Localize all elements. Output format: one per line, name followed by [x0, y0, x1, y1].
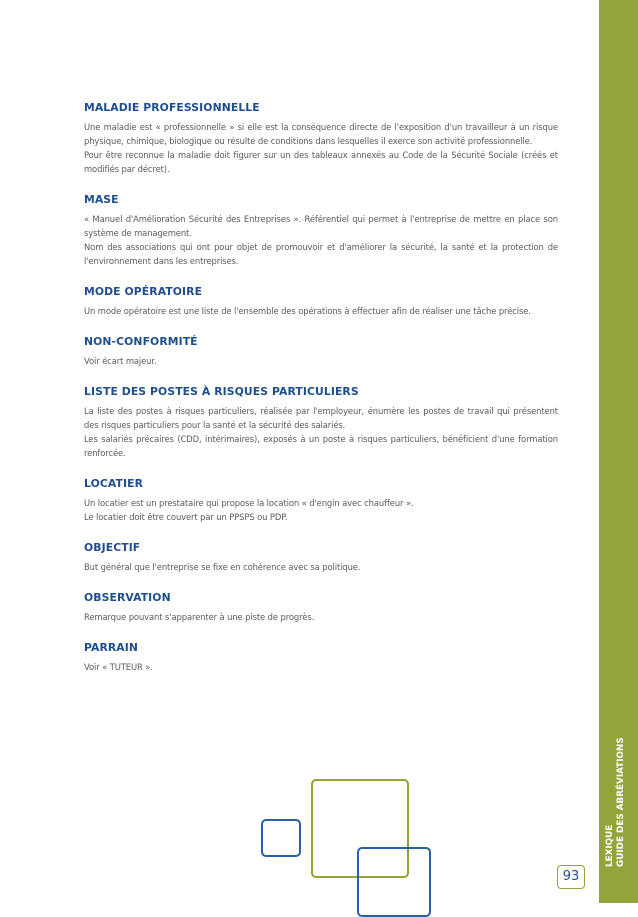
definition-paragraph: Pour être reconnue la maladie doit figurer sur un des tableaux annexés au Code de la Sécurité Sociale (créés et modifiés par décret). — [84, 150, 558, 174]
entry-term: PARRAIN — [84, 641, 139, 654]
glossary-entry — [84, 591, 558, 624]
glossary-entry — [84, 541, 558, 574]
sidebar-label-line: GUIDE DES ABRÉVIATIONS — [616, 737, 626, 867]
definition-paragraph: Une maladie est « professionnelle » si elle est la conséquence directe de l'exposition d'un travailleur à un risque physique, chimique, biologique ou résulte de conditions dans lesquelles il exerce son activité professionnelle. — [84, 122, 558, 146]
definition-paragraph: La liste des postes à risques particuliers, réalisée par l'employeur, énumère les postes de travail qui présentent des risques particuliers pour la santé et la sécurité des salariés. — [84, 406, 558, 430]
entry-definition — [84, 212, 558, 268]
definition-paragraph: « Manuel d'Amélioration Sécurité des Entreprises ». Référentiel qui permet à l'entreprise de mettre en place son système de management. — [84, 214, 558, 238]
entry-term: LISTE DES POSTES À RISQUES PARTICULIERS — [84, 385, 359, 398]
entry-definition — [84, 496, 558, 524]
glossary-entry — [84, 477, 558, 524]
decorative-blue-square — [357, 847, 431, 917]
definition-paragraph: Un locatier est un prestataire qui propose la location « d'engin avec chauffeur ». — [84, 498, 414, 508]
entry-term: MASE — [84, 193, 119, 206]
entry-definition — [84, 404, 558, 460]
definition-paragraph: Un mode opératoire est une liste de l'ensemble des opérations à effectuer afin de réaliser une tâche précise. — [84, 306, 531, 316]
glossary-content — [84, 101, 558, 691]
glossary-entry — [84, 641, 558, 674]
entry-term: OBJECTIF — [84, 541, 141, 554]
glossary-entry — [84, 101, 558, 176]
page-number: 93 — [557, 865, 585, 889]
entry-term: LOCATIER — [84, 477, 143, 490]
glossary-entry — [84, 385, 558, 460]
entry-definition — [84, 560, 558, 574]
glossary-entry — [84, 335, 558, 368]
entry-term: OBSERVATION — [84, 591, 171, 604]
definition-paragraph: But général que l'entreprise se fixe en cohérence avec sa politique. — [84, 562, 361, 572]
sidebar-label-line: LEXIQUE — [605, 824, 615, 867]
entry-definition — [84, 120, 558, 176]
glossary-entry — [84, 193, 558, 268]
definition-paragraph: Les salariés précaires (CDD, intérimaires), exposés à un poste à risques particuliers, bénéficient d'une formation renforcée. — [84, 434, 558, 458]
entry-definition — [84, 610, 558, 624]
entry-definition — [84, 304, 558, 318]
definition-paragraph: Voir écart majeur. — [84, 356, 157, 366]
entry-term: MALADIE PROFESSIONNELLE — [84, 101, 260, 114]
decorative-blue-square — [261, 819, 301, 857]
definition-paragraph: Nom des associations qui ont pour objet de promouvoir et d'améliorer la sécurité, la santé et la protection de l'environnement dans les entreprises. — [84, 242, 558, 266]
entry-term: MODE OPÉRATOIRE — [84, 285, 203, 298]
sidebar-section-label — [605, 737, 633, 867]
definition-paragraph: Voir « TUTEUR ». — [84, 662, 153, 672]
definition-paragraph: Le locatier doit être couvert par un PPSPS ou PDP. — [84, 512, 288, 522]
entry-term: NON-CONFORMITÉ — [84, 335, 198, 348]
entry-definition — [84, 660, 558, 674]
glossary-entry — [84, 285, 558, 318]
entry-definition — [84, 354, 558, 368]
definition-paragraph: Remarque pouvant s'apparenter à une piste de progrès. — [84, 612, 315, 622]
